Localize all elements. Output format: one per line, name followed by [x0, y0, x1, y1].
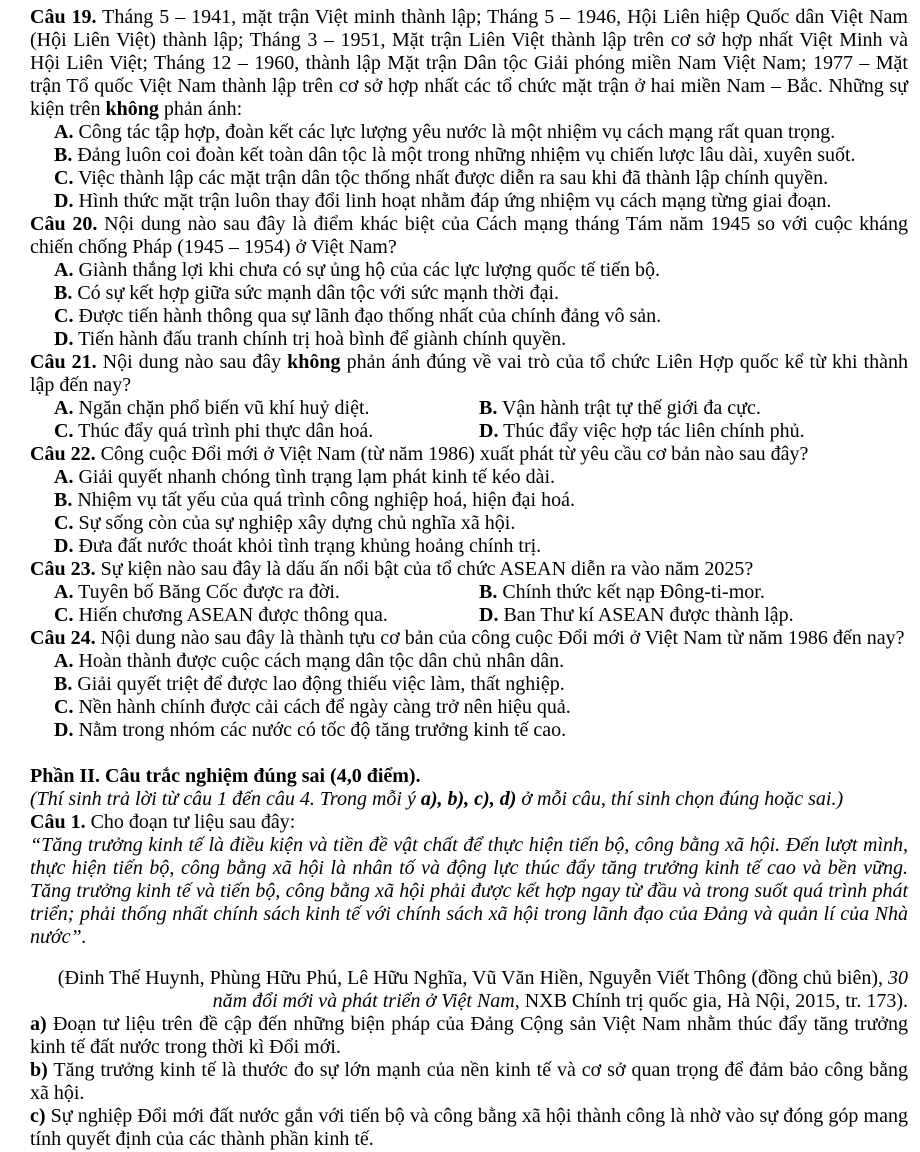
option-letter: A. [54, 259, 74, 281]
question-22-option-c [30, 512, 908, 535]
option-text: Nằm trong nhóm các nước có tốc độ tăng trưởng kinh tế cao. [73, 719, 567, 741]
option-letter: A. [54, 466, 74, 488]
question-22-option-d [30, 535, 908, 558]
statement-text: Đoạn tư liệu trên đề cập đến những biện pháp của Đảng Cộng sản Việt Nam nhằm thúc đẩy tăng trưởng kinh tế đất nước trong thời kì Đổi mới. [30, 1013, 908, 1058]
question-22 [30, 443, 908, 558]
question-23-option-b [469, 581, 908, 604]
question-24-number: Câu 24. [30, 627, 96, 649]
question-23 [30, 558, 908, 627]
attribution-authors: (Đinh Thế Huynh, Phùng Hữu Phú, Lê Hữu Nghĩa, Vũ Văn Hiền, Nguyễn Viết Thông (đồng chủ biên), [57, 967, 888, 989]
question-23-stem [30, 558, 908, 581]
question-19-number: Câu 19. [30, 6, 97, 28]
question-19-option-b [30, 144, 908, 167]
question-21-text-end: phản ánh đúng về vai trò của tổ chức Liên Hợp quốc kể từ khi thành lập đến nay? [30, 351, 908, 396]
question-22-option-a [30, 466, 908, 489]
option-text: Giải quyết nhanh chóng tình trạng lạm phát kinh tế kéo dài. [73, 466, 556, 488]
question-19-text-end: phản ánh: [158, 98, 243, 120]
option-text: Hình thức mặt trận luôn thay đổi linh hoạt nhằm đáp ứng nhiệm vụ cách mạng từng giai đoạn. [73, 190, 832, 212]
option-text: Giành thắng lợi khi chưa có sự ủng hộ của các lực lượng quốc tế tiến bộ. [73, 259, 661, 281]
option-text: Vận hành trật tự thế giới đa cực. [497, 397, 761, 419]
option-letter: C. [54, 420, 74, 442]
option-letter: B. [54, 144, 73, 166]
question-24 [30, 627, 908, 742]
question-22-option-b [30, 489, 908, 512]
option-letter: D. [54, 535, 74, 557]
option-text: Có sự kết hợp giữa sức mạnh dân tộc với sức mạnh thời đại. [72, 282, 560, 304]
question-21-bold-word: không [287, 351, 341, 373]
option-text: Tiến hành đấu tranh chính trị hoà bình để giành chính quyền. [73, 328, 567, 350]
option-text: Nền hành chính được cải cách để ngày càng trở nên hiệu quả. [73, 696, 571, 718]
question-21-options-row-1 [30, 397, 908, 420]
instruction-text: (Thí sinh trả lời từ câu 1 đến câu 4. Trong mỗi ý [30, 788, 421, 810]
statement-b [30, 1059, 908, 1105]
part2-question-1-text: Cho đoạn tư liệu sau đây: [85, 811, 296, 833]
attribution-publisher: , NXB Chính trị quốc gia, Hà Nội, 2015, tr. 173). [514, 990, 908, 1012]
option-letter: A. [54, 121, 74, 143]
question-23-option-c [30, 604, 469, 627]
question-20-option-c [30, 305, 908, 328]
question-23-number: Câu 23. [30, 558, 96, 580]
question-21-number: Câu 21. [30, 351, 97, 373]
question-21-option-b [469, 397, 908, 420]
option-letter: D. [479, 604, 499, 626]
option-letter: B. [479, 397, 498, 419]
option-text: Nhiệm vụ tất yếu của quá trình công nghiệp hoá, hiện đại hoá. [72, 489, 575, 511]
question-24-option-b [30, 673, 908, 696]
question-23-option-a [30, 581, 469, 604]
question-19-option-c [30, 167, 908, 190]
option-letter: A. [54, 581, 74, 603]
question-23-option-d [469, 604, 908, 627]
question-24-option-d [30, 719, 908, 742]
option-letter: A. [54, 397, 74, 419]
statement-a [30, 1013, 908, 1059]
option-text: Sự sống còn của sự nghiệp xây dựng chủ nghĩa xã hội. [73, 512, 516, 534]
question-20-option-d [30, 328, 908, 351]
question-20-number: Câu 20. [30, 213, 98, 235]
instruction-text-end: ở mỗi câu, thí sinh chọn đúng hoặc sai.) [516, 788, 844, 810]
option-letter: B. [54, 673, 73, 695]
question-22-number: Câu 22. [30, 443, 96, 465]
question-19-bold-word: không [105, 98, 159, 120]
option-letter: D. [54, 719, 74, 741]
question-19 [30, 6, 908, 213]
option-letter: C. [54, 696, 74, 718]
question-20-option-b [30, 282, 908, 305]
statement-letter: a) [30, 1013, 47, 1035]
question-21-option-c [30, 420, 469, 443]
option-letter: D. [479, 420, 499, 442]
statement-text: Sự nghiệp Đổi mới đất nước gắn với tiến bộ và công bằng xã hội thành công là nhờ vào sự đóng góp mang tính quyết định của các thành phần kinh tế. [30, 1105, 908, 1150]
option-letter: C. [54, 305, 74, 327]
option-letter: C. [54, 167, 74, 189]
option-letter: B. [54, 489, 73, 511]
question-20-stem [30, 213, 908, 259]
part2-question-1 [30, 811, 908, 834]
question-20-text: Nội dung nào sau đây là điểm khác biệt của Cách mạng tháng Tám năm 1945 so với cuộc kháng chiến chống Pháp (1945 – 1954) ở Việt Nam? [30, 213, 908, 258]
option-letter: C. [54, 604, 74, 626]
option-text: Hiến chương ASEAN được thông qua. [73, 604, 388, 626]
attribution-book-title: 30 năm đổi mới và phát triển ở Việt Nam [212, 967, 908, 1012]
part-2-section [30, 765, 908, 1151]
part2-question-1-number: Câu 1. [30, 811, 86, 833]
option-text: Ban Thư kí ASEAN được thành lập. [498, 604, 794, 626]
option-text: Việc thành lập các mặt trận dân tộc thống nhất được diễn ra sau khi đã thành lập chính quyền. [73, 167, 829, 189]
statement-text: Tăng trưởng kinh tế là thước đo sự lớn mạnh của nền kinh tế và cơ sở quan trọng để đảm bảo công bằng xã hội. [30, 1059, 908, 1104]
question-22-text: Công cuộc Đổi mới ở Việt Nam (từ năm 1986) xuất phát từ yêu cầu cơ bản nào sau đây? [95, 443, 809, 465]
question-21-options-row-2 [30, 420, 908, 443]
part-2-heading: Phần II. Câu trắc nghiệm đúng sai (4,0 điểm). [30, 765, 421, 787]
question-24-option-a [30, 650, 908, 673]
question-19-option-a [30, 121, 908, 144]
option-text: Chính thức kết nạp Đông-ti-mor. [497, 581, 765, 603]
option-text: Ngăn chặn phổ biến vũ khí huỷ diệt. [73, 397, 370, 419]
question-22-stem [30, 443, 908, 466]
question-23-options-row-2 [30, 604, 908, 627]
statement-letter: b) [30, 1059, 48, 1081]
option-text: Thúc đẩy việc hợp tác liên chính phủ. [498, 420, 805, 442]
option-letter: B. [54, 282, 73, 304]
statement-letter: c) [30, 1105, 46, 1127]
question-24-text: Nội dung nào sau đây là thành tựu cơ bản của công cuộc Đổi mới ở Việt Nam từ năm 1986 đến nay? [95, 627, 905, 649]
option-letter: D. [54, 328, 74, 350]
option-text: Tuyên bố Băng Cốc được ra đời. [73, 581, 340, 603]
instruction-bold: a), b), c), d) [420, 788, 517, 810]
question-24-stem [30, 627, 908, 650]
question-21 [30, 351, 908, 443]
option-letter: D. [54, 190, 74, 212]
option-text: Đảng luôn coi đoàn kết toàn dân tộc là một trong những nhiệm vụ chiến lược lâu dài, xuyên suốt. [72, 144, 856, 166]
question-19-text: Tháng 5 – 1941, mặt trận Việt minh thành lập; Tháng 5 – 1946, Hội Liên hiệp Quốc dân Việt Nam (Hội Liên Việt) thành lập; Tháng 3 – 1951, Mặt trận Liên Việt thành lập trên cơ sở hợp nhất Việt Minh và Hội Liên Việt; Tháng 12 – 1960, thành lập Mặt trận Dân tộc Giải phóng miền Nam Việt Nam; 1977 – Mặt trận Tổ quốc Việt Nam thành lập trên cơ sở hợp nhất các tổ chức mặt trận ở hai miền Nam – Bắc. Những sự kiện trên [30, 6, 908, 120]
part-2-instruction [30, 788, 908, 811]
question-23-text: Sự kiện nào sau đây là dấu ấn nổi bật của tổ chức ASEAN diễn ra vào năm 2025? [95, 558, 754, 580]
question-20 [30, 213, 908, 351]
option-text: Đưa đất nước thoát khỏi tình trạng khủng hoảng chính trị. [73, 535, 542, 557]
question-21-option-d [469, 420, 908, 443]
question-19-option-d [30, 190, 908, 213]
question-21-text: Nội dung nào sau đây [96, 351, 288, 373]
option-text: Giải quyết triệt để được lao động thiếu việc làm, thất nghiệp. [72, 673, 565, 695]
source-quote: “Tăng trưởng kinh tế là điều kiện và tiền đề vật chất để thực hiện tiến bộ, công bằng xã hội. Đến lượt mình, thực hiện tiến bộ, công bằng xã hội là nhân tố và động lực thúc đẩy tăng trưởng kinh tế cao và bền vững. Tăng trưởng kinh tế và tiến bộ, công bằng xã hội phải được kết hợp ngay từ đầu và trong suốt quá trình phát triển; phải thống nhất chính sách kinh tế với chính sách xã hội trong lãnh đạo của Đảng và quản lí của Nhà nước”. [30, 834, 908, 948]
question-21-option-a [30, 397, 469, 420]
option-text: Hoàn thành được cuộc cách mạng dân tộc dân chủ nhân dân. [73, 650, 565, 672]
question-23-options-row-1 [30, 581, 908, 604]
option-text: Được tiến hành thông qua sự lãnh đạo thống nhất của chính đảng vô sản. [73, 305, 662, 327]
statement-c [30, 1105, 908, 1151]
source-attribution [30, 967, 908, 1013]
option-letter: C. [54, 512, 74, 534]
option-text: Thúc đẩy quá trình phi thực dân hoá. [73, 420, 374, 442]
option-letter: B. [479, 581, 498, 603]
question-19-stem [30, 6, 908, 121]
option-letter: A. [54, 650, 74, 672]
question-21-stem [30, 351, 908, 397]
question-24-option-c [30, 696, 908, 719]
question-20-option-a [30, 259, 908, 282]
option-text: Công tác tập hợp, đoàn kết các lực lượng yêu nước là một nhiệm vụ cách mạng rất quan trọng. [73, 121, 836, 143]
